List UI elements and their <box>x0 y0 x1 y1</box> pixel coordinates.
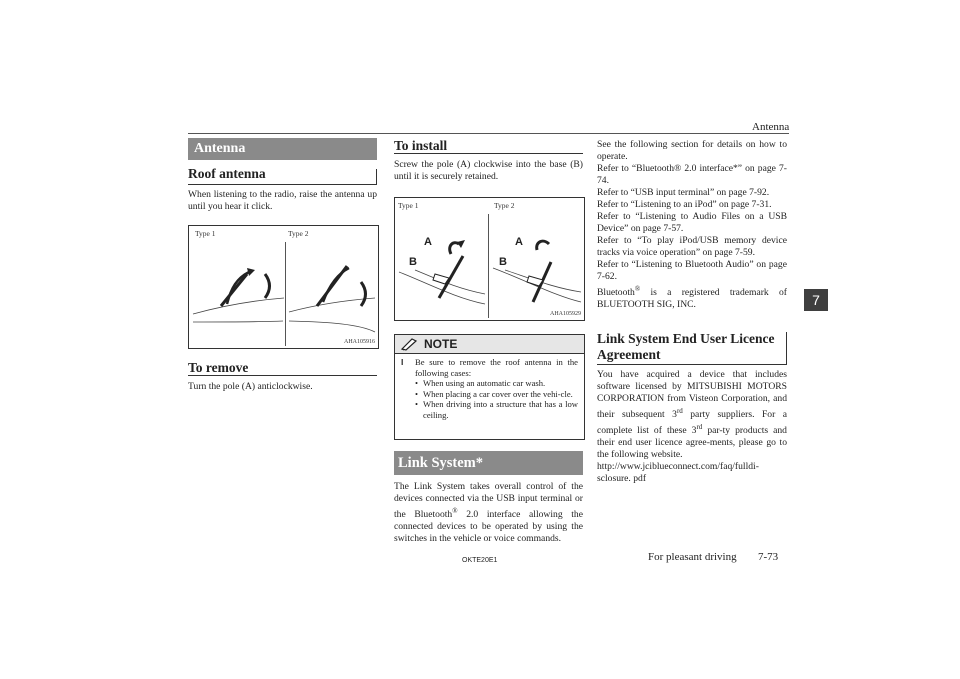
antenna-install-illustration <box>395 198 584 320</box>
note-pencil-icon <box>400 337 418 351</box>
eula-text <box>597 369 787 485</box>
note-item-text: When driving into a structure that has a low ceiling. <box>423 399 578 420</box>
figure-type2-label: Type 2 <box>288 229 309 238</box>
to-install-text: Screw the pole (A) clockwise into the base (B) until it is securely retained. <box>394 159 583 182</box>
footer-chapter-label: For pleasant driving <box>648 551 737 563</box>
roof-antenna-rule <box>188 184 377 185</box>
label-a-type1: A <box>424 236 432 248</box>
eula-text-2: party suppliers. For a complete list of these 3 <box>597 409 787 437</box>
to-remove-rule <box>188 375 377 376</box>
running-header: Antenna <box>752 121 790 133</box>
antenna-raise-illustration <box>189 226 378 348</box>
to-install-rule <box>394 153 583 154</box>
install-figure <box>394 197 585 321</box>
note-item-text: When placing a car cover over the vehi-cle. <box>423 388 573 399</box>
roof-antenna-figure <box>188 225 379 349</box>
footer-code: OKTE20E1 <box>462 557 498 564</box>
note-item <box>415 378 578 389</box>
figure-type1-label: Type 1 <box>195 229 216 238</box>
ref-line: Refer to “To play iPod/USB memory device tracks via voice operation” on page 7-59. <box>597 235 787 258</box>
install-base-1 <box>433 274 449 284</box>
page-number: 7-73 <box>758 551 779 563</box>
label-b-type1: B <box>409 256 417 268</box>
rotate-arrow-2 <box>537 241 549 250</box>
raise-arrow-2 <box>323 268 349 302</box>
bt-trademark: is a registered trademark of BLUETOOTH SIG, INC. <box>597 287 787 311</box>
raise-arrowhead-1 <box>247 268 255 276</box>
trademark-line <box>597 283 787 311</box>
link-system-text-1: The Link System takes overall control of the devices connected via the USB input terminal or the Bluetooth <box>394 481 583 521</box>
roof-antenna-text: When listening to the radio, raise the antenna up until you hear it click. <box>188 189 377 212</box>
eula-text-1: You have acquired a device that includes software licensed by MITSUBISHI MOTORS CORPORATION from Visteon Corporation, and their subsequent 3 <box>597 369 787 421</box>
note-item-text: When using an automatic car wash. <box>423 378 546 389</box>
eula-rule-tick <box>786 332 787 365</box>
roof-line-1 <box>193 298 284 314</box>
antenna-banner <box>188 138 377 160</box>
note-item <box>415 389 578 400</box>
eula-title: Link System End User Licence Agreement <box>597 331 775 362</box>
roof-edge-2 <box>289 321 375 332</box>
eula-sup-2: rd <box>696 423 703 432</box>
note-bullet-icon: l <box>401 357 404 367</box>
chapter-tab: 7 <box>804 289 828 311</box>
to-remove-title: To remove <box>188 360 249 375</box>
link-system-banner-text: Link System* <box>398 455 484 471</box>
eula-sup-1: rd <box>676 407 683 415</box>
ref-line: Refer to “Listening to an iPod” on page 7-31. <box>597 199 772 210</box>
ref-line: See the following section for details on how to operate. <box>597 139 787 162</box>
note-item-bullet: • <box>415 399 419 410</box>
bt-word: Bluetooth <box>597 287 635 299</box>
references-block <box>597 139 787 311</box>
roof-edge-1 <box>193 321 283 322</box>
antenna-banner-text: Antenna <box>194 141 246 156</box>
registered-sup: ® <box>452 507 458 515</box>
ref-line: Refer to “Listening to Audio Files on a USB Device” on page 7-57. <box>597 211 787 234</box>
to-remove-text: Turn the pole (A) anticlockwise. <box>188 381 313 392</box>
note-item-bullet: • <box>415 378 419 389</box>
label-a-type2: A <box>515 236 523 248</box>
click-arrow-1 <box>265 274 270 298</box>
note-text: Be sure to remove the roof antenna in the following cases: <box>415 357 578 378</box>
bt-sup: ® <box>634 285 641 293</box>
note-box <box>394 334 585 440</box>
note-item <box>415 399 578 420</box>
header-rule <box>188 133 789 134</box>
roof-antenna-rule-tick <box>376 169 377 185</box>
install-figure-id: AHA105929 <box>550 311 581 317</box>
eula-text-3: par-ty products and their end user licence agree-ments, please go to the following website. <box>597 425 787 461</box>
roof-antenna-title: Roof antenna <box>188 166 266 181</box>
label-b-type2: B <box>499 256 507 268</box>
to-install-title: To install <box>394 138 448 153</box>
antenna-pole-1 <box>221 274 247 306</box>
ref-line: Refer to “Listening to Bluetooth Audio” on page 7-62. <box>597 259 787 282</box>
install-roof-1b <box>415 270 485 294</box>
link-system-banner <box>394 451 583 475</box>
ref-line: Refer to “USB input terminal” on page 7-92. <box>597 187 770 198</box>
note-title: NOTE <box>424 337 458 351</box>
eula-url: http://www.jciblueconnect.com/faq/fulldi-sclosure. pdf <box>597 461 759 485</box>
rotate-arrow-1 <box>450 243 459 254</box>
note-item-bullet: • <box>415 388 419 399</box>
install-type1-label: Type 1 <box>398 201 419 210</box>
ref-line: Refer to “Bluetooth® 2.0 interface*” on page 7-74. <box>597 163 787 186</box>
install-type2-label: Type 2 <box>494 201 515 210</box>
install-base-2 <box>527 276 543 286</box>
note-header <box>395 335 584 354</box>
figure-id: AHA105916 <box>344 339 375 345</box>
click-arrow-2 <box>361 282 366 306</box>
link-system-text-2: 2.0 interface allowing the connected devices to be operated by using the switches in the vehicle or voice commands. <box>394 509 583 545</box>
link-system-text <box>394 481 583 545</box>
eula-rule <box>597 364 786 365</box>
